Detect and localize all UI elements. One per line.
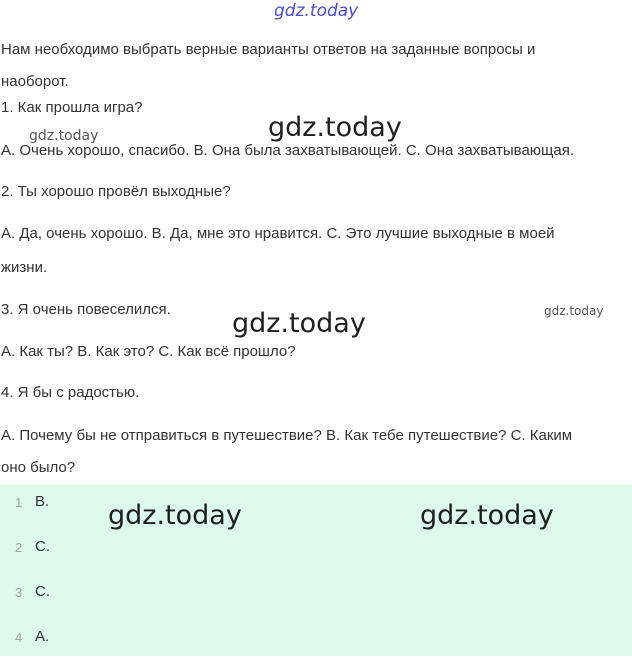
watermark: gdz.today	[544, 304, 604, 318]
answer-number: 1	[15, 495, 23, 510]
options-4-line-1: A. Почему бы не отправиться в путешествие? B. Как тебе путешествие? C. Каким	[1, 427, 573, 444]
watermark-top: gdz.today	[274, 1, 359, 21]
intro-line-1: Нам необходимо выбрать верные варианты ответов на заданные вопросы и	[1, 41, 536, 58]
question-2: 2. Ты хорошо провёл выходные?	[1, 183, 231, 200]
watermark: gdz.today	[29, 128, 99, 144]
answer-row	[0, 530, 632, 575]
watermark: gdz.today	[232, 308, 366, 339]
answer-number: 3	[15, 585, 23, 600]
intro-line-2: наоборот.	[1, 73, 69, 90]
options-1-line-1: A. Очень хорошо, спасибо. B. Она была захватывающей. C. Она захватывающая.	[1, 142, 575, 159]
watermark: gdz.today	[268, 112, 402, 143]
answer-value: A.	[35, 628, 50, 645]
question-1: 1. Как прошла игра?	[1, 99, 143, 116]
answer-value: B.	[35, 493, 50, 510]
options-3-line-1: A. Как ты? B. Как это? C. Как всё прошло?	[1, 343, 296, 360]
options-2-line-2: жизни.	[1, 259, 48, 276]
question-3: 3. Я очень повеселился.	[1, 301, 171, 318]
answer-number: 2	[15, 540, 23, 555]
answer-row	[0, 620, 632, 665]
watermark: gdz.today	[420, 500, 554, 531]
question-4: 4. Я бы с радостью.	[1, 384, 140, 401]
options-4-line-2: оно было?	[1, 459, 76, 476]
watermark: gdz.today	[108, 500, 242, 531]
answer-row	[0, 575, 632, 620]
answer-value: C.	[35, 583, 50, 600]
options-2-line-1: A. Да, очень хорошо. B. Да, мне это нравится. C. Это лучшие выходные в моей	[1, 225, 555, 242]
answer-value: C.	[35, 538, 50, 555]
answer-number: 4	[15, 630, 23, 645]
